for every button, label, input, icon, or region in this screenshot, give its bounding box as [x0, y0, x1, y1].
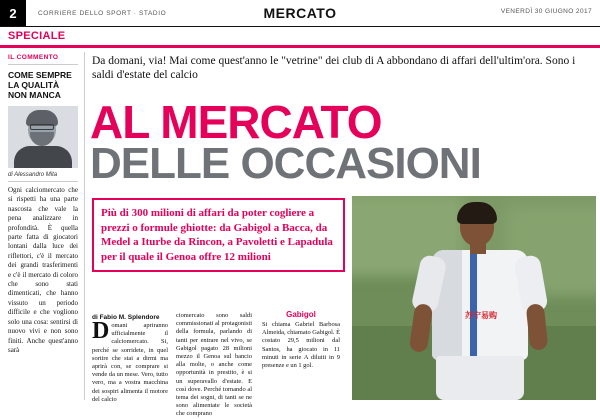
- accent-divider: [0, 45, 600, 48]
- top-divider: [0, 26, 600, 27]
- commentary-byline: di Alessandro Mita: [8, 172, 78, 182]
- article-column-1-text: omani apriranno ufficialmente il calciomercato. Si, perché se sorridete, in quel sortire che stai a dirmi ma aprirà con, se comprare si vende da un mese. Vero, tutto vero, ma a vostra macchina dei sospiri alimenta il motore del calcio: [92, 322, 168, 403]
- drop-cap: D: [92, 318, 110, 344]
- article-column-2: ciomercato sono saldi commissionati al protagonisti della formula, parlando di tanti per entrare nel vivo, se Gabigol pagato 28 milioni mezzo il Genoa sul bancio alla molte, o anche come opportunità in prestito, è si un superavallo d'estate. E così dove. Perché tornando al tema dei sogni, di tanti se ne sono alimentate le società che comprano: [176, 312, 252, 418]
- shirt-sponsor: 苏宁易购: [465, 311, 497, 320]
- summary-box: Più di 300 milioni di affari da poter cogliere a prezzi o formule ghiotte: da Gabigol a Bacca, da Medel a Iturbe da Rincon, a Pavoletti e Lapadula per il quale il Genoa offre 12 milioni: [92, 198, 345, 272]
- standfirst: Da domani, via! Mai come quest'anno le "vetrine" dei club di A abbondano di affari dell'ultim'ora. Sono i saldi d'estate del calcio: [92, 55, 576, 81]
- player-photo: [352, 196, 596, 400]
- factbox-text: Si chiama Gabriel Barbosa Almeida, chiamato Gabigol. È costato 29,5 milioni dal Santos, ha giocato in 11 minuti in serie A diluiti in 9 presenze e un 1 gol.: [262, 321, 340, 370]
- commentary-title: COME SEMPRE LA QUALITÀ NON MANCA: [8, 70, 72, 100]
- commentary-body: Ogni calciomercato che si rispetti ha una parte nascosta che vale la pena analizzare in profondità. È quella parte fatta di giocatori lontani dalla luce dei riflettori, c'è il mercato dei grandi trasferimenti e c'è il mercato di coloro che sono stati dimenticati, che hanno vissuto un periodo difficile e che vogliono solo una cosa: sentirsi di nuovo vivi e non sono finiti. Anche quest'anno sarà: [8, 186, 78, 354]
- article-byline: di Fabio M. Splendore: [92, 314, 160, 321]
- issue-date: VENERDÌ 30 GIUGNO 2017: [500, 8, 592, 15]
- headline-line-1: AL MERCATO: [90, 96, 382, 148]
- speciale-label: SPECIALE: [8, 30, 66, 42]
- player-factbox: [262, 310, 340, 370]
- page-number: 2: [0, 0, 26, 26]
- article-column-1: [92, 318, 168, 404]
- headline-line-2: DELLE OCCASIONI: [90, 139, 481, 188]
- masthead: CORRIERE DELLO SPORT · STADIO: [38, 9, 167, 17]
- author-portrait: [8, 106, 78, 168]
- commentary-kicker: IL COMMENTO: [8, 54, 78, 65]
- factbox-name: Gabigol: [286, 310, 316, 319]
- commentary-column: [8, 54, 78, 400]
- column-divider: [84, 52, 85, 400]
- player-figure: [410, 206, 560, 400]
- section-title: MERCATO: [263, 5, 337, 21]
